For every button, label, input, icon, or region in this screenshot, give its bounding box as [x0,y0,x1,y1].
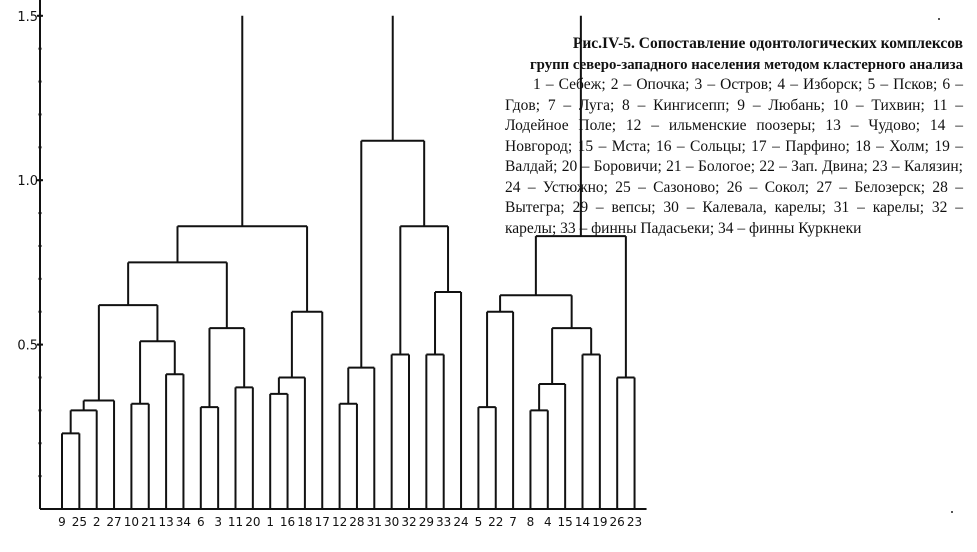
leaf-label: 9 [58,515,66,529]
leaf-label: 7 [509,515,517,529]
figure-caption [505,34,963,239]
leaf-label: 15 [557,515,573,529]
leaf-label: 25 [71,515,87,529]
leaf-label: 23 [626,515,643,529]
leaf-label: 13 [158,515,174,529]
scan-speck [951,511,953,513]
leaf-label: 24 [453,515,469,529]
leaf-label: 8 [526,515,535,529]
leaf-label: 32 [401,515,417,529]
leaf-label: 21 [141,515,157,529]
leaf-label: 31 [366,515,382,529]
leaf-label: 30 [384,515,400,529]
leaf-label: 14 [574,515,591,529]
leaf-label: 4 [543,515,552,529]
leaf-label: 33 [436,515,452,529]
leaf-label: 5 [474,515,483,529]
leaf-label: 27 [106,515,122,529]
chart-title: Рис.IV-5. Сопоставление одонтологических комплексов [572,35,963,52]
leaf-label: 16 [279,515,296,529]
leaf-label: 12 [331,515,348,529]
leaf-label: 1 [266,515,275,529]
leaf-label: 26 [609,515,625,529]
leaf-label: 10 [123,515,140,529]
leaf-label: 6 [196,515,205,529]
leaf-label: 18 [297,515,313,529]
leaf-label: 11 [227,515,244,529]
chart-subtitle: групп северо-западного населения методом кластерного анализа [529,56,963,73]
leaf-label: 17 [314,515,330,529]
leaf-label: 34 [175,515,192,529]
leaf-label: 29 [418,515,434,529]
y-tick-label: 1.5 [17,9,38,25]
leaf-label: 3 [214,515,222,529]
scan-speck [938,18,940,20]
y-tick-label: 0.5 [17,338,38,354]
y-tick-label: 1.0 [17,174,38,190]
leaf-label: 28 [349,515,365,529]
leaf-label: 2 [92,515,101,529]
legend-text: 1 – Себеж; 2 – Опочка; 3 – Остров; 4 – Изборск; 5 – Псков; 6 – Гдов; 7 – Луга; 8 – Кингисепп; 9 – Любань; 10 – Тихвин; 11 – Лодейное Поле; 12 – ильменские поозеры; 13 – Чудово; 14 – Новгород; 15 – Мста; 16 – Сольцы; 17 – Парфино; 18 – Холм; 19 – Валдай; 20 – Боровичи; 21 – Бологое; 22 – Зап. Двина; 23 – Калязин; 24 – Устюжно; 25 – Сазоново; 26 – Сокол; 27 – Белозерск; 28 – Вытегра; 29 – вепсы; 30 – Калевала, карелы; 31 – карелы; 32 – карелы; 33 – финны Падасьеки; 34 – финны Куркнеки [505,76,963,237]
leaf-label: 20 [245,515,261,529]
leaf-label: 22 [488,515,504,529]
leaf-label: 19 [592,515,608,529]
